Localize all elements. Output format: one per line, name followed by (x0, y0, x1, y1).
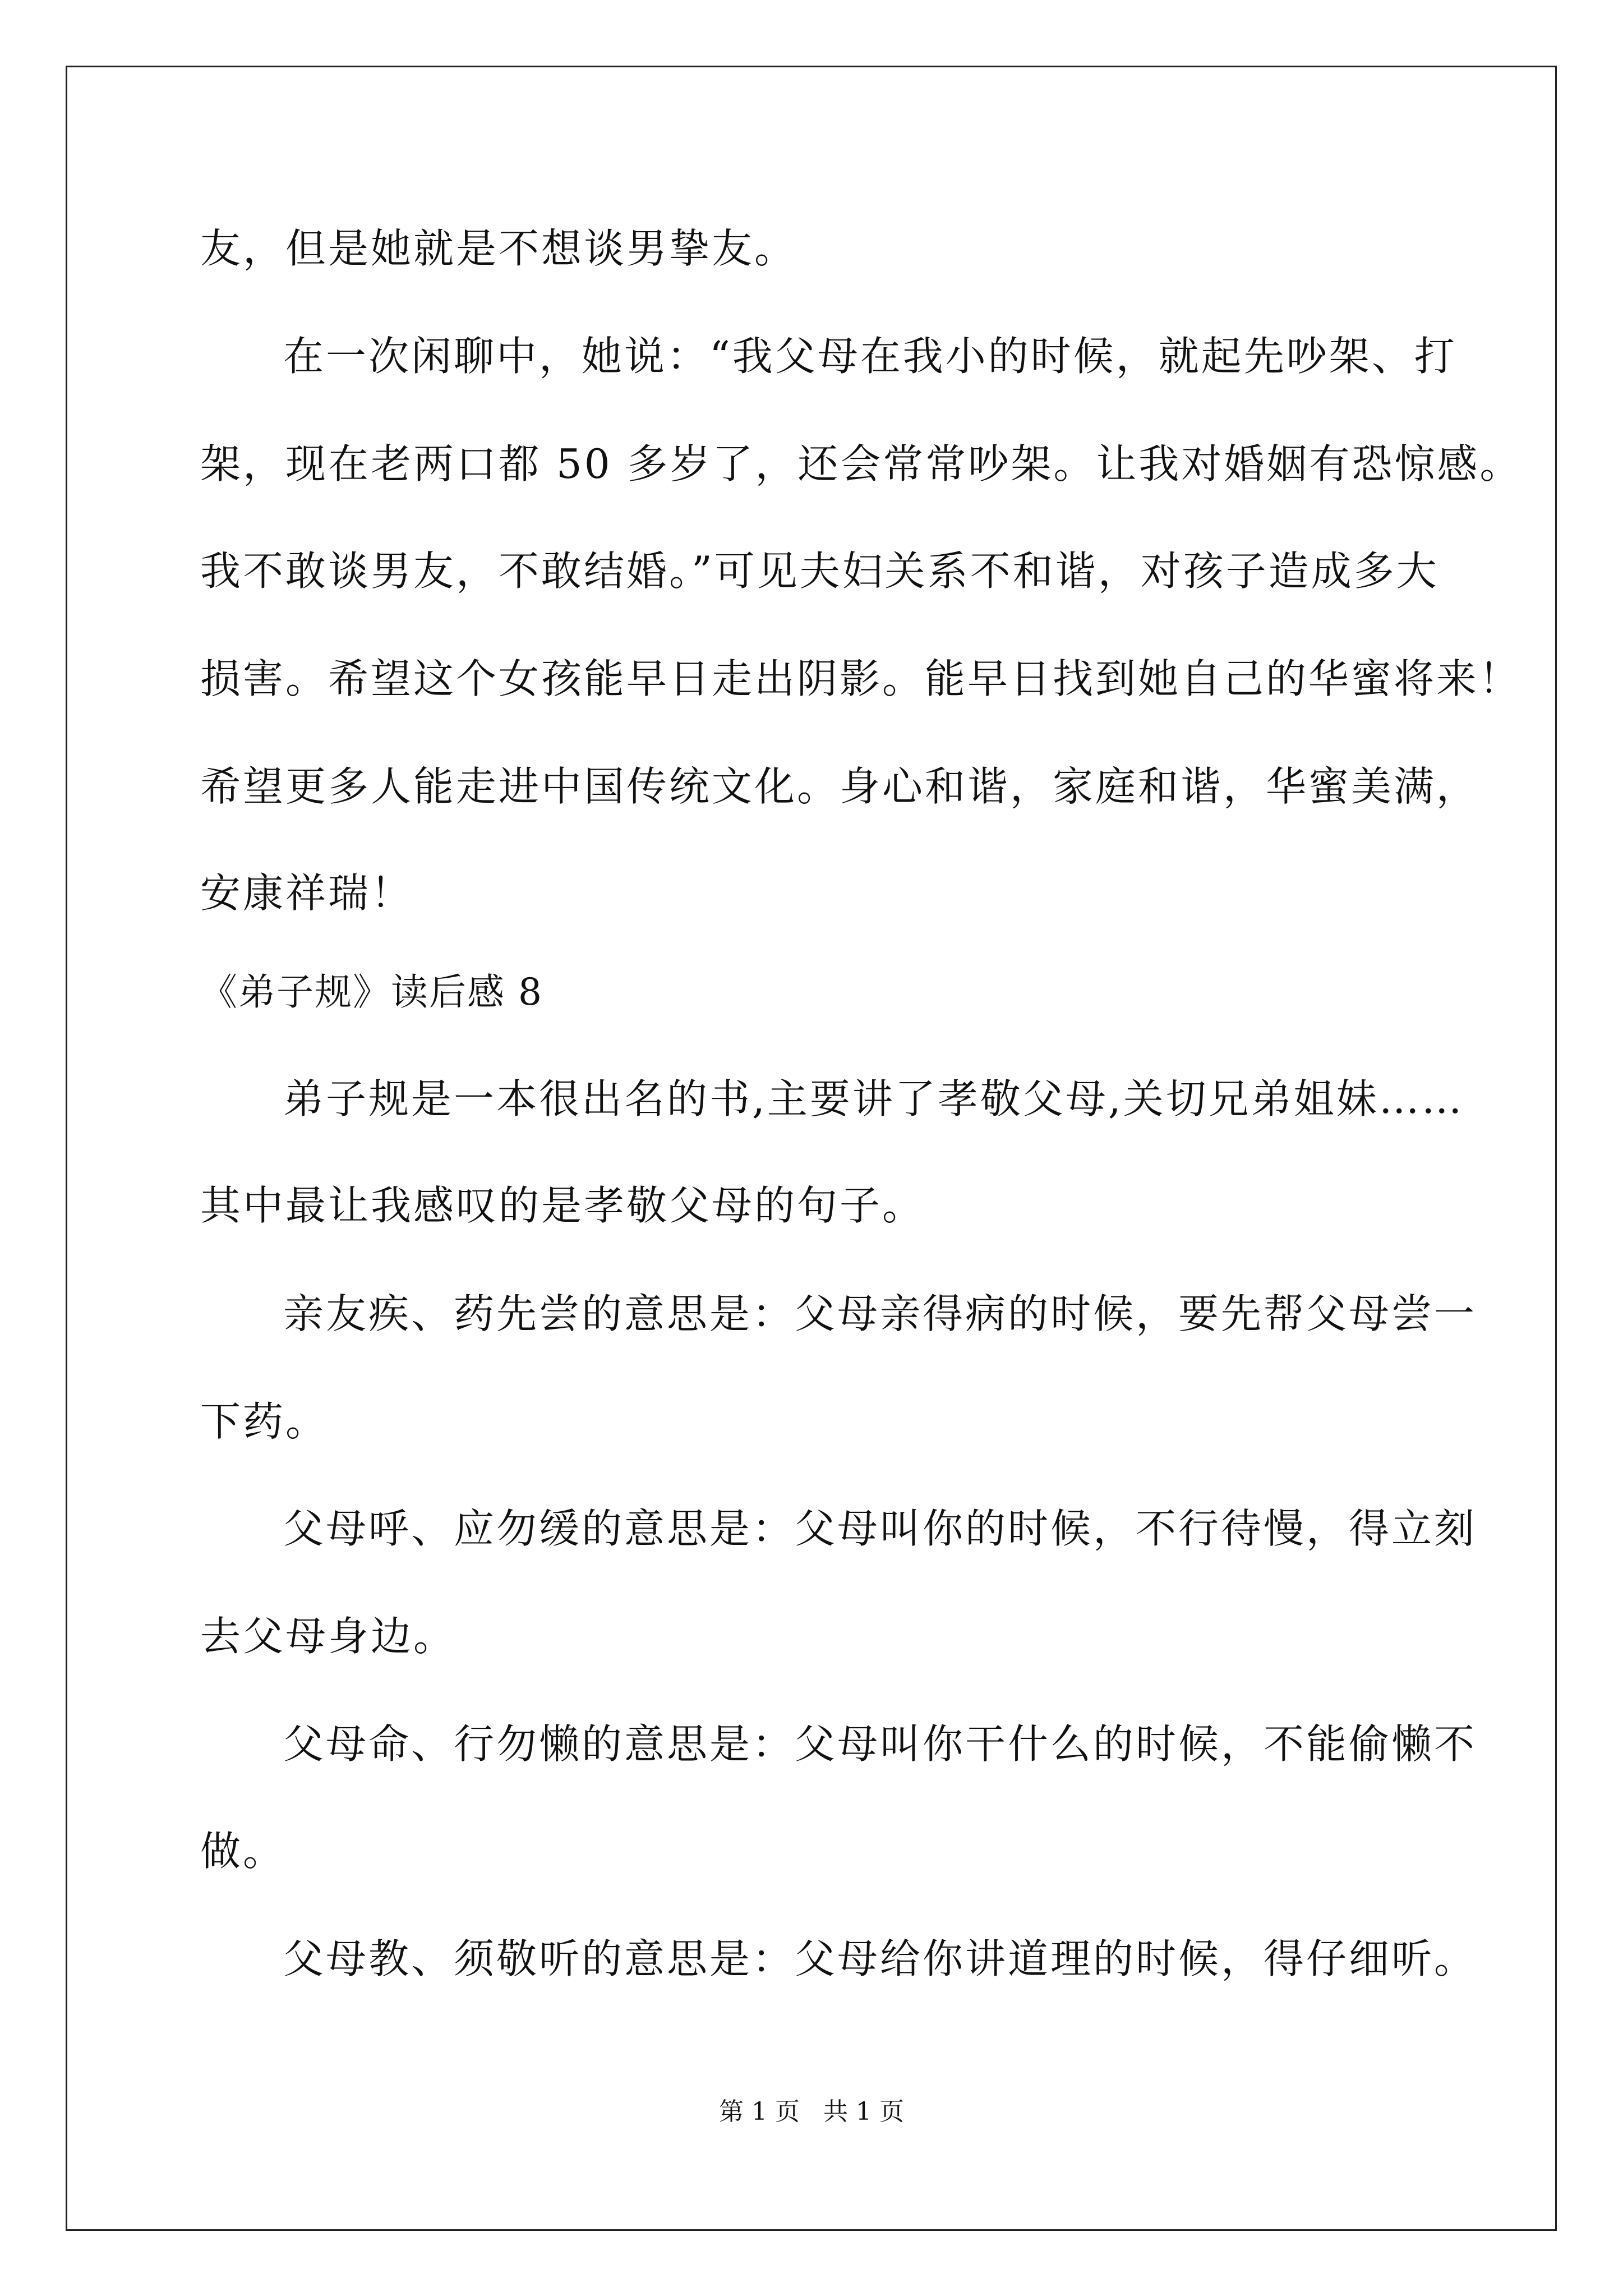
text-line: 亲友疾、药先尝的意思是：父母亲得病的时候，要先帮父母尝一 (283, 1290, 1477, 1337)
section-heading: 《弟子规》读后感 8 (200, 970, 543, 1014)
text-line: 下药。 (200, 1398, 329, 1445)
text-line: 父母命、行勿懒的意思是：父母叫你干什么的时候，不能偷懒不 (283, 1720, 1477, 1768)
text-line: 安康祥瑞！ (200, 869, 414, 917)
text-line: 做。 (200, 1828, 286, 1875)
text-line: 在一次闲聊中，她说：“我父母在我小的时候，就起先吵架、打 (283, 333, 1457, 380)
text-line: 架，现在老两口都 50 多岁了，还会常常吵架。让我对婚姻有恐惊感。 (200, 440, 1523, 487)
text-line: 友，但是她就是不想谈男挚友。 (200, 225, 797, 272)
page-border (66, 66, 1557, 2231)
page-footer: 第 1 页 共 1 页 (719, 2097, 904, 2126)
text-line: 父母教、须敬听的意思是：父母给你讲道理的时候，得仔细听。 (283, 1935, 1477, 1982)
text-line: 我不敢谈男友，不敢结婚。”可见夫妇关系不和谐，对孩子造成多大 (200, 547, 1439, 595)
text-line: 其中最让我感叹的是孝敬父母的句子。 (200, 1182, 925, 1229)
text-line: 希望更多人能走进中国传统文化。身心和谐，家庭和谐，华蜜美满， (200, 763, 1479, 810)
text-line: 弟子规是一本很出名的书,主要讲了孝敬父母,关切兄弟姐妹…… (283, 1075, 1464, 1122)
text-line: 损害。希望这个女孩能早日走出阴影。能早日找到她自己的华蜜将来！ (200, 655, 1522, 702)
text-line: 去父母身边。 (200, 1613, 457, 1660)
text-line: 父母呼、应勿缓的意思是：父母叫你的时候，不行待慢，得立刻 (283, 1505, 1477, 1552)
